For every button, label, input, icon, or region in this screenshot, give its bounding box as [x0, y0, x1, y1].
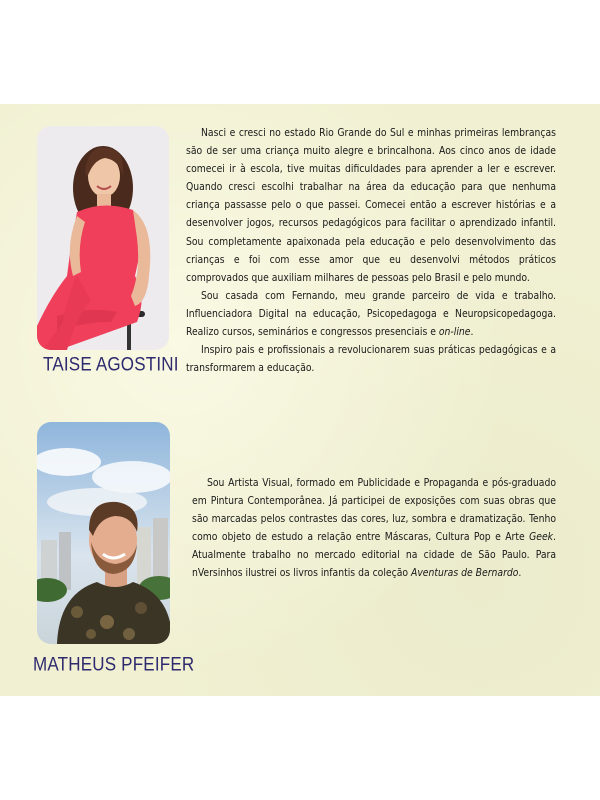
bio-text: . [470, 326, 474, 339]
author-photo-taise [37, 126, 169, 350]
bio-text: . Atualmente trabalho no mercado editorial na cidade de São Paulo. Para nVersinhos ilustrei os livros infantis da coleção [192, 531, 556, 580]
author-bio-taise [186, 124, 556, 377]
author-photo-matheus [37, 422, 170, 644]
authors-page [0, 104, 600, 696]
bio-text: . [518, 567, 522, 580]
bio-emphasis: Aventuras de Bernardo [410, 567, 519, 580]
man-portrait-image [37, 422, 170, 644]
bio-paragraph [192, 474, 556, 583]
bio-paragraph [186, 341, 556, 377]
bio-text: Inspiro pais e profissionais a revolucionarem suas práticas pedagógicas e a transformarem a educação. [186, 344, 556, 375]
author-name-taise: TAISE AGOSTINI [43, 353, 179, 375]
bio-paragraph [186, 124, 556, 287]
woman-portrait-image [37, 126, 169, 350]
bio-paragraph [186, 287, 556, 341]
bio-text: Sou Artista Visual, formado em Publicidade e Propaganda e pós-graduado em Pintura Contemporânea. Já participei de exposições com suas obras que são marcadas pelos contrastes das cores, luz, sombra e dramatização. Tenho como objeto de estudo a relação entre Máscaras, Cultura Pop e Arte [192, 477, 556, 544]
bio-emphasis: Geek [529, 531, 554, 544]
author-name-matheus: MATHEUS PFEIFER [33, 653, 195, 675]
author-bio-matheus [192, 474, 556, 583]
bio-emphasis: on-line [438, 326, 471, 339]
bio-text: Nasci e cresci no estado Rio Grande do Sul e minhas primeiras lembranças são de ser uma criança muito alegre e brincalhona. Aos cinco anos de idade comecei ir à escola, tive muitas dificuldades para aprender a ler e escrever. Quando cresci escolhi trabalhar na área da educação para que nenhuma criança passasse pelo o que passei. Comecei então a escrever histórias e a desenvolver jogos, recursos pedagógicos para facilitar o aprendizado infantil. Sou completamente apaixonada pela educação e pelo desenvolvimento das crianças e foi com esse amor que eu desenvolvi métodos práticos comprovados que auxiliam milhares de pessoas pelo Brasil e pelo mundo. [186, 127, 556, 284]
bio-text: Sou casada com Fernando, meu grande parceiro de vida e trabalho. Influenciadora Digital na educação, Psicopedagoga e Neuropsicopedagoga. Realizo cursos, seminários e congressos presenciais e [186, 289, 556, 339]
